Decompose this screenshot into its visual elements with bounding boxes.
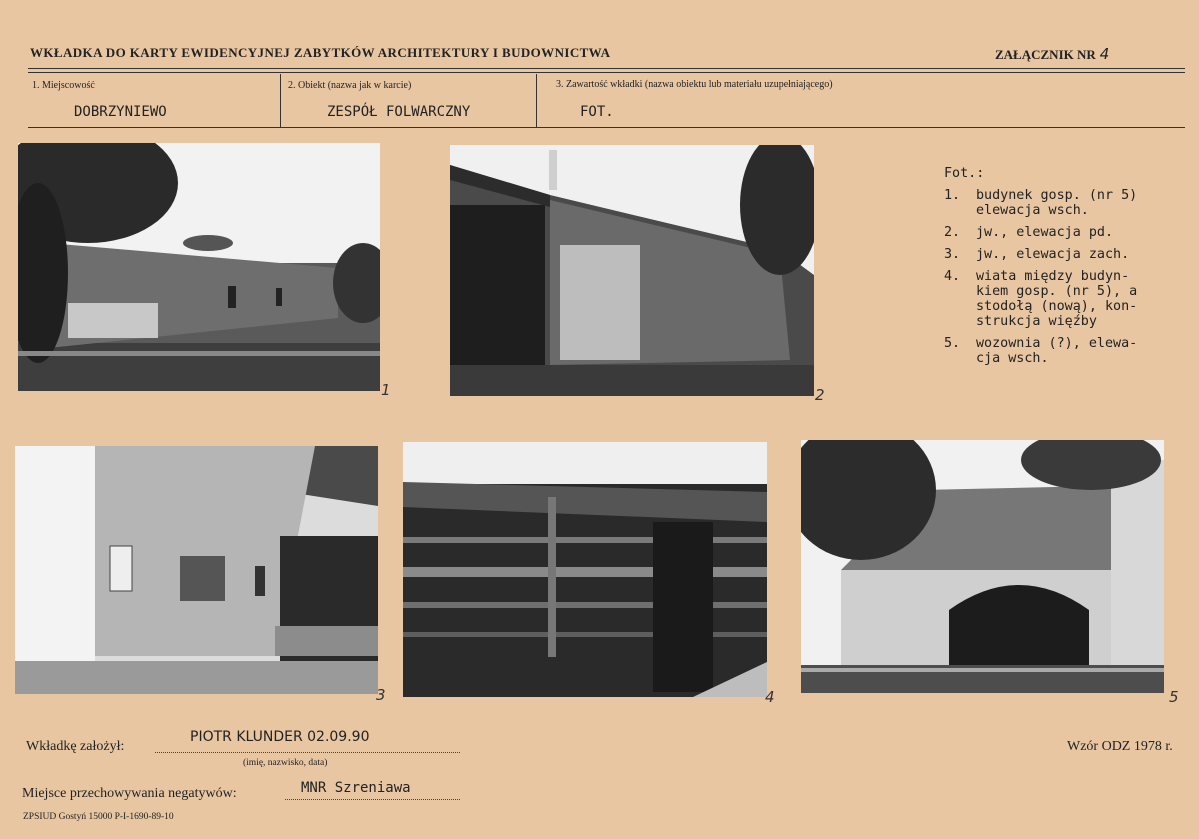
fields-rule (28, 127, 1185, 128)
photo-2 (450, 145, 814, 396)
storage-line (285, 799, 460, 800)
content-value: FOT. (580, 104, 614, 120)
object-label: 2. Obiekt (nazwa jak w karcie) (288, 80, 412, 91)
place-value: DOBRZYNIEWO (74, 104, 167, 120)
photo-3 (15, 446, 378, 694)
printer-imprint: ZPSIUD Gostyń 15000 P-I-1690-89-10 (23, 812, 174, 822)
caption-item: 1. budynek gosp. (nr 5) elewacja wsch. (944, 188, 1138, 218)
content-label: 3. Zawartość wkładki (nazwa obiektu lub materiału uzupełniającego) (556, 79, 833, 90)
header-rule-2 (28, 72, 1185, 73)
caption-item: 4. wiata między budyn- kiem gosp. (nr 5), a stodołą (nową), kon- strukcja więźby (944, 269, 1138, 329)
card-title: WKŁADKA DO KARTY EWIDENCYJNEJ ZABYTKÓW ARCHITEKTURY I BUDOWNICTWA (30, 45, 611, 60)
attachment-value: 4 (1099, 45, 1110, 63)
captions-header: Fot.: (944, 166, 985, 181)
photo-5-number: 5 (1169, 688, 1179, 706)
caption-item: 3. jw., elewacja zach. (944, 247, 1130, 262)
photo-5 (801, 440, 1164, 693)
photo-1-number: 1 (381, 381, 391, 399)
template-ref: Wzór ODZ 1978 r. (1067, 739, 1173, 754)
caption-item: 5. wozownia (?), elewa- cja wsch. (944, 336, 1138, 366)
photo-2-number: 2 (815, 386, 825, 404)
object-value: ZESPÓŁ FOLWARCZNY (327, 104, 471, 120)
caption-item: 2. jw., elewacja pd. (944, 225, 1114, 240)
attachment-number (995, 45, 1109, 63)
field-divider (280, 74, 281, 128)
storage-value: MNR Szreniawa (301, 780, 411, 796)
photo-1 (18, 143, 380, 391)
founder-value: PIOTR KLUNDER 02.09.90 (190, 729, 370, 745)
photo-4 (403, 442, 767, 697)
storage-label: Miejsce przechowywania negatywów: (22, 786, 237, 801)
photo-4-number: 4 (765, 688, 775, 706)
founder-hint: (imię, nazwisko, data) (243, 758, 328, 768)
place-label: 1. Miejscowość (32, 80, 95, 91)
photo-3-number: 3 (376, 686, 386, 704)
attachment-label: ZAŁĄCZNIK NR (995, 47, 1096, 62)
photo-captions (944, 166, 1137, 373)
header-rule (28, 68, 1185, 69)
field-divider (536, 74, 537, 128)
founder-label: Wkładkę założył: (26, 739, 125, 754)
founder-line (155, 752, 460, 753)
